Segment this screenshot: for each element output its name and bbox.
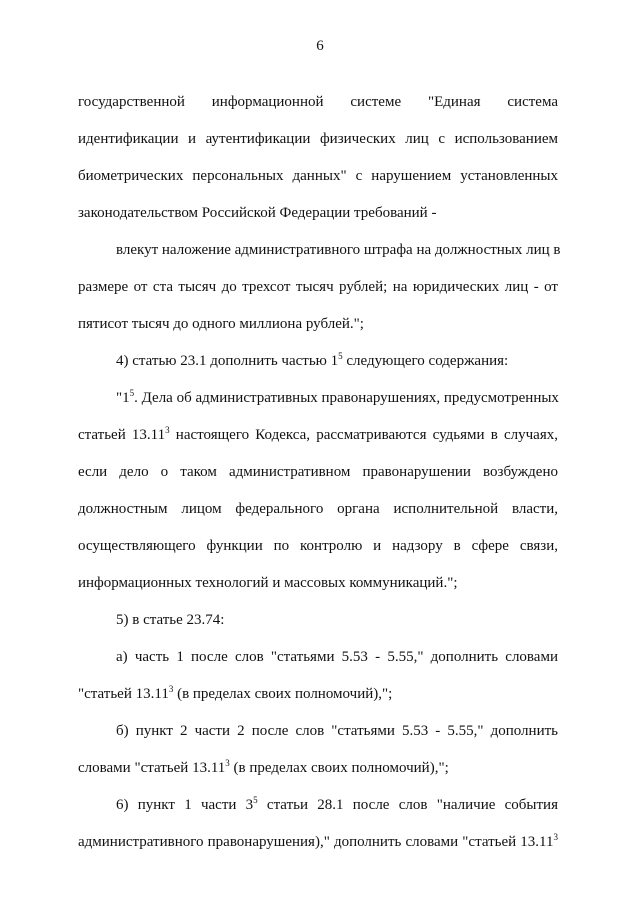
text-line [78, 195, 558, 232]
text-line [78, 824, 558, 861]
superscript: 3 [168, 684, 174, 694]
text-run: б) пункт 2 части 2 после слов "статьями 5.53 - 5.55," дополнить [116, 723, 558, 739]
text-line [78, 713, 558, 750]
superscript: 5 [253, 795, 258, 805]
text-run: 5) в статье 23.74: [116, 612, 225, 628]
text-line [78, 750, 558, 787]
superscript: 5 [129, 388, 135, 398]
text-run: информационных технологий и массовых коммуникаций."; [78, 575, 458, 591]
text-run: словами "статьей 13.11 [78, 760, 226, 776]
text-line [78, 454, 558, 491]
text-run: если дело о таком административном правонарушении возбуждено [78, 464, 558, 480]
text-run: идентификации и аутентификации физических лиц с использованием [78, 131, 558, 147]
text-run: размере от ста тысяч до трехсот тысяч рублей; на юридических лиц - от [78, 279, 558, 295]
text-run: . Дела об административных правонарушениях, предусмотренных [134, 390, 559, 406]
superscript: 3 [225, 758, 230, 768]
text-line [78, 491, 558, 528]
text-line [78, 232, 561, 269]
text-run: (в пределах своих полномочий),"; [173, 686, 393, 702]
text-run: статьи 28.1 после слов "наличие события [257, 797, 558, 813]
superscript: 5 [338, 351, 343, 361]
text-run: влекут наложение административного штрафа на должностных лиц в [116, 242, 561, 258]
text-line [78, 602, 558, 639]
text-line [78, 269, 558, 306]
text-run: следующего содержания: [342, 353, 509, 369]
text-line [78, 343, 558, 380]
document-body [78, 84, 561, 861]
text-run: административного правонарушения)," дополнить словами "статьей 13.11 [78, 834, 554, 850]
text-line [78, 380, 558, 417]
superscript: 3 [165, 425, 170, 435]
text-run: (в пределах своих полномочий),"; [229, 760, 449, 776]
text-run: законодательством Российской Федерации требований - [78, 205, 437, 221]
text-run: "статьей 13.11 [78, 686, 169, 702]
text-line [78, 306, 558, 343]
text-line [78, 528, 558, 565]
text-run: а) часть 1 после слов "статьями 5.53 - 5.55," дополнить словами [116, 649, 558, 665]
superscript: 3 [553, 832, 558, 842]
text-run: государственной информационной системе "Единая система [78, 94, 558, 110]
text-line [78, 121, 558, 158]
text-line [78, 565, 558, 602]
text-run: "1 [116, 390, 130, 406]
text-line [78, 84, 558, 121]
page-number: 6 [316, 38, 324, 54]
text-run: 4) статью 23.1 дополнить частью 1 [116, 353, 339, 369]
text-run: биометрических персональных данных" с нарушением установленных [78, 168, 558, 184]
text-line [78, 787, 558, 824]
text-line [78, 417, 558, 454]
text-run: статьей 13.11 [78, 427, 166, 443]
text-run: настоящего Кодекса, рассматриваются судьями в случаях, [169, 427, 558, 443]
text-run: осуществляющего функции по контролю и надзору в сфере связи, [78, 538, 558, 554]
text-run: 6) пункт 1 части 3 [116, 797, 254, 813]
text-line [78, 639, 558, 676]
text-line [78, 158, 558, 195]
text-run: должностным лицом федерального органа исполнительной власти, [78, 501, 558, 517]
text-run: пятисот тысяч до одного миллиона рублей."; [78, 316, 364, 332]
text-line [78, 676, 558, 713]
